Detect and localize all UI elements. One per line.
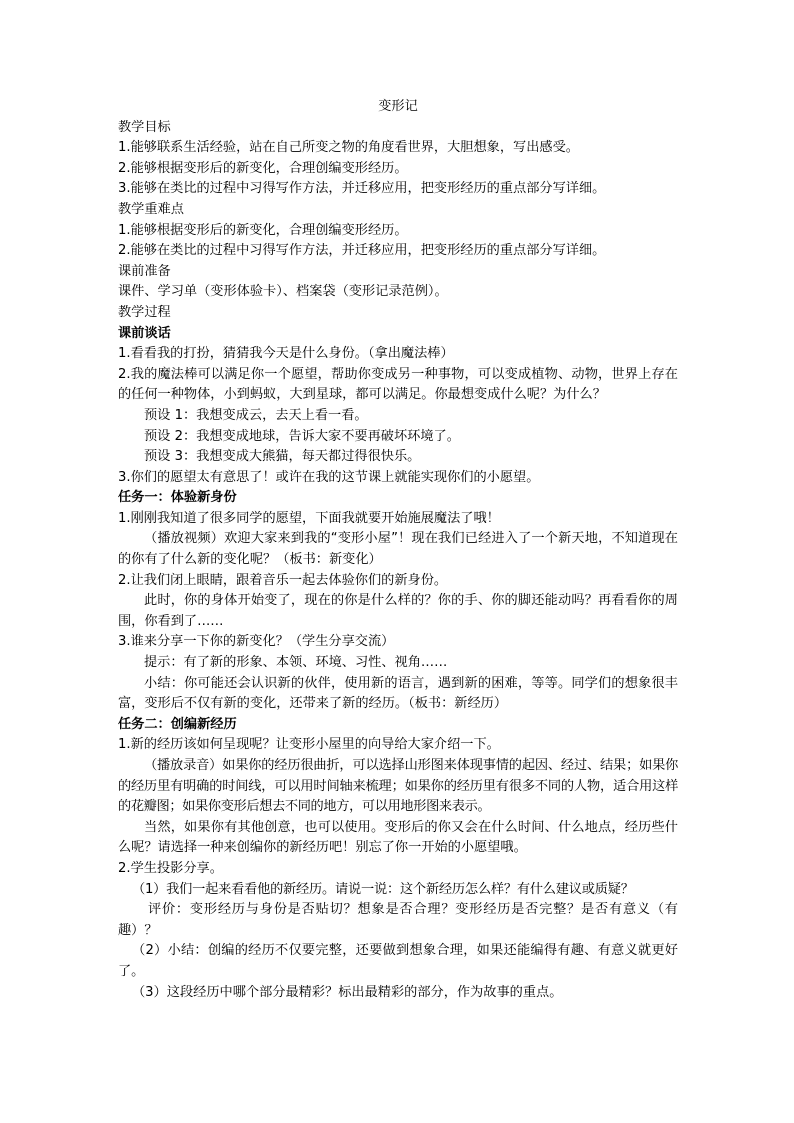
paragraph: 课件、学习单（变形体验卡）、档案袋（变形记录范例）。 <box>118 284 448 300</box>
section-heading: 教学重难点 <box>118 201 184 217</box>
paragraph: （2）小结：创编的经历不仅要完整，还要做到想象合理，如果还能编得有趣、有意义就更好了。 <box>118 943 678 979</box>
section-heading: 教学过程 <box>118 304 171 320</box>
paragraph: 3.你们的愿望太有意思了！或许在我的这节课上就能实现你们的小愿望。 <box>118 469 540 485</box>
subsection-heading: 任务二：创编新经历 <box>118 716 237 732</box>
paragraph: 2.让我们闭上眼睛，跟着音乐一起去体验你们的新身份。 <box>118 572 448 588</box>
paragraph: 提示：有了新的形象、本领、环境、习性、视角…… <box>144 655 448 671</box>
paragraph: 预设 3：我想变成大熊猫，每天都过得很快乐。 <box>144 449 421 465</box>
paragraph: 评价：变形经历与身份是否贴切？想象是否合理？变形经历是否完整？是否有意义（有趣）？ <box>118 902 678 938</box>
subsection-heading: 任务一：体验新身份 <box>118 490 237 506</box>
section-heading: 教学目标 <box>118 119 171 135</box>
paragraph: 2.能够在类比的过程中习得写作方法，并迁移应用，把变形经历的重点部分写详细。 <box>118 243 606 259</box>
paragraph: 3.谁来分享一下你的新变化？（学生分享交流） <box>118 634 395 650</box>
paragraph: 预设 1：我想变成云，去天上看一看。 <box>144 407 368 423</box>
document-title: 变形记 <box>378 99 418 114</box>
paragraph: （1）我们一起来看看他的新经历。请说一说：这个新经历怎么样？有什么建议或质疑？ <box>132 881 634 897</box>
paragraph: （3）这段经历中哪个部分最精彩？标出最精彩的部分，作为故事的重点。 <box>132 984 563 1000</box>
paragraph: 2.我的魔法棒可以满足你一个愿望，帮助你变成另一种事物，可以变成植物、动物，世界上存在的任何一种物体，小到蚂蚁，大到星球，都可以满足。你最想变成什么呢？为什么？ <box>118 366 678 403</box>
paragraph: 2.能够根据变形后的新变化，合理创编变形经历。 <box>118 160 408 176</box>
document-page <box>118 97 678 1003</box>
paragraph: 1.新的经历该如何呈现呢？让变形小屋里的向导给大家介绍一下。 <box>118 737 500 753</box>
paragraph: 小结：你可能还会认识新的伙伴，使用新的语言，遇到新的困难，等等。同学们的想象很丰富，变形后不仅有新的变化，还带来了新的经历。（板书：新经历） <box>118 675 678 712</box>
paragraph: 预设 2：我想变成地球，告诉大家不要再破坏环境了。 <box>144 428 460 444</box>
section-heading: 课前准备 <box>118 263 171 279</box>
paragraph: 1.能够联系生活经验，站在自己所变之物的角度看世界，大胆想象，写出感受。 <box>118 140 579 156</box>
paragraph: （播放视频）欢迎大家来到我的“变形小屋”！现在我们已经进入了一个新天地，不知道现在的你有了什么新的变化呢？（板书：新变化） <box>118 531 678 568</box>
paragraph: 1.能够根据变形后的新变化，合理创编变形经历。 <box>118 222 408 238</box>
paragraph: 此时，你的身体开始变了，现在的你是什么样的？你的手、你的脚还能动吗？再看看你的周围，你看到了…… <box>118 593 678 629</box>
paragraph: （播放录音）如果你的经历很曲折，可以选择山形图来体现事情的起因、经过、结果；如果你的经历里有明确的时间线，可以用时间轴来梳理；如果你的经历里有很多不同的人物，适合用这样的花瓣图；如果你变形后想去不同的地方，可以用地形图来表示。 <box>118 758 678 815</box>
paragraph: 当然，如果你有其他创意，也可以使用。变形后的你又会在什么时间、什么地点，经历些什么呢？请选择一种来创编你的新经历吧！别忘了你一开始的小愿望哦。 <box>118 819 678 856</box>
paragraph: 2.学生投影分享。 <box>118 860 223 876</box>
paragraph: 3.能够在类比的过程中习得写作方法，并迁移应用，把变形经历的重点部分写详细。 <box>118 181 606 197</box>
paragraph: 1.刚刚我知道了很多同学的愿望，下面我就要开始施展魔法了哦！ <box>118 510 500 526</box>
subsection-heading: 课前谈话 <box>118 325 171 341</box>
paragraph: 1.看看我的打扮，猜猜我今天是什么身份。（拿出魔法棒） <box>118 346 454 362</box>
